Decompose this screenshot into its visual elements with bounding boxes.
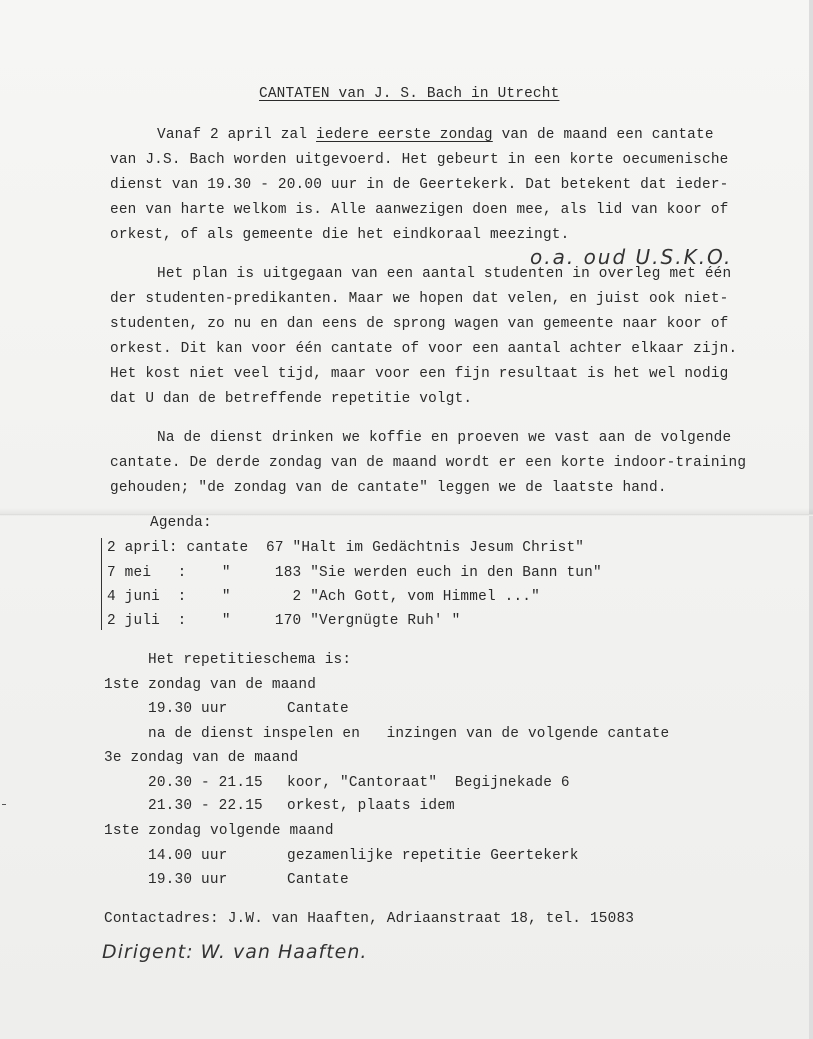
paragraph-1-line-5: orkest, of als gemeente die het eindkoraal meezingt. <box>110 227 570 243</box>
schedule-note: na de dienst inspelen en inzingen van de volgende cantate <box>148 726 670 742</box>
paragraph-2-line-3: studenten, zo nu en dan eens de sprong wagen van gemeente naar koor of <box>110 316 729 332</box>
schedule-activity: Cantate <box>287 872 349 888</box>
paragraph-1-line-4: een van harte welkom is. Alle aanwezigen doen mee, als lid van koor of <box>110 202 729 218</box>
schedule-time: 19.30 uur <box>148 872 228 888</box>
schedule-section-1: 1ste zondag van de maand <box>104 677 317 693</box>
paragraph-2-line-2: der studenten-predikanten. Maar we hopen dat velen, en juist ook niet- <box>110 291 729 307</box>
schedule-time: 20.30 - 21.15 <box>148 775 263 791</box>
handwritten-signature: Dirigent: W. van Haaften. <box>102 941 368 963</box>
agenda-row: 7 mei : " 183 "Sie werden euch in den Bann tun" <box>107 565 602 581</box>
paragraph-1-line-1: Vanaf 2 april zal iedere eerste zondag van de maand een cantate <box>157 127 714 143</box>
schedule-activity: Cantate <box>287 701 349 717</box>
schedule-time: 19.30 uur <box>148 701 228 717</box>
schedule-section-2: 3e zondag van de maand <box>104 750 299 766</box>
contact-address: Contactadres: J.W. van Haaften, Adriaanstraat 18, tel. 15083 <box>104 911 635 927</box>
paragraph-2-line-4: orkest. Dit kan voor één cantate of voor een aantal achter elkaar zijn. <box>110 341 738 357</box>
paragraph-2-line-6: dat U dan de betreffende repetitie volgt. <box>110 391 473 407</box>
paragraph-1-line-3: dienst van 19.30 - 20.00 uur in de Geertekerk. Dat betekent dat ieder- <box>110 177 729 193</box>
paragraph-1-line-2: van J.S. Bach worden uitgevoerd. Het gebeurt in een korte oecumenische <box>110 152 729 168</box>
agenda-row: 2 april: cantate 67 "Halt im Gedächtnis Jesum Christ" <box>107 540 585 556</box>
paper-fold <box>0 514 813 516</box>
schedule-time: 21.30 - 22.15 <box>148 798 263 814</box>
agenda-row: 2 juli : " 170 "Vergnügte Ruh' " <box>107 613 461 629</box>
page-edge <box>809 0 813 1039</box>
schedule-time: 14.00 uur <box>148 848 228 864</box>
margin-mark <box>2 804 6 805</box>
schedule-heading: Het repetitieschema is: <box>148 652 352 668</box>
handwritten-note: o.a. oud U.S.K.O. <box>530 245 733 269</box>
paragraph-3-line-1: Na de dienst drinken we koffie en proeven we vast aan de volgende <box>157 430 732 446</box>
schedule-activity: gezamenlijke repetitie Geertekerk <box>287 848 579 864</box>
agenda-heading: Agenda: <box>150 515 212 531</box>
schedule-activity: orkest, plaats idem <box>287 798 455 814</box>
agenda-bracket <box>101 538 102 630</box>
paragraph-3-line-3: gehouden; "de zondag van de cantate" leggen we de laatste hand. <box>110 480 667 496</box>
document-title: CANTATEN van J. S. Bach in Utrecht <box>259 86 560 102</box>
paragraph-3-line-2: cantate. De derde zondag van de maand wordt er een korte indoor-training <box>110 455 747 471</box>
agenda-row: 4 juni : " 2 "Ach Gott, vom Himmel ..." <box>107 589 540 605</box>
paragraph-2-line-1: Het plan is uitgegaan van een aantal studenten in overleg met één <box>157 266 732 282</box>
schedule-activity: koor, "Cantoraat" Begijnekade 6 <box>287 775 570 791</box>
paragraph-2-line-5: Het kost niet veel tijd, maar voor een fijn resultaat is het wel nodig <box>110 366 729 382</box>
schedule-section-3: 1ste zondag volgende maand <box>104 823 334 839</box>
